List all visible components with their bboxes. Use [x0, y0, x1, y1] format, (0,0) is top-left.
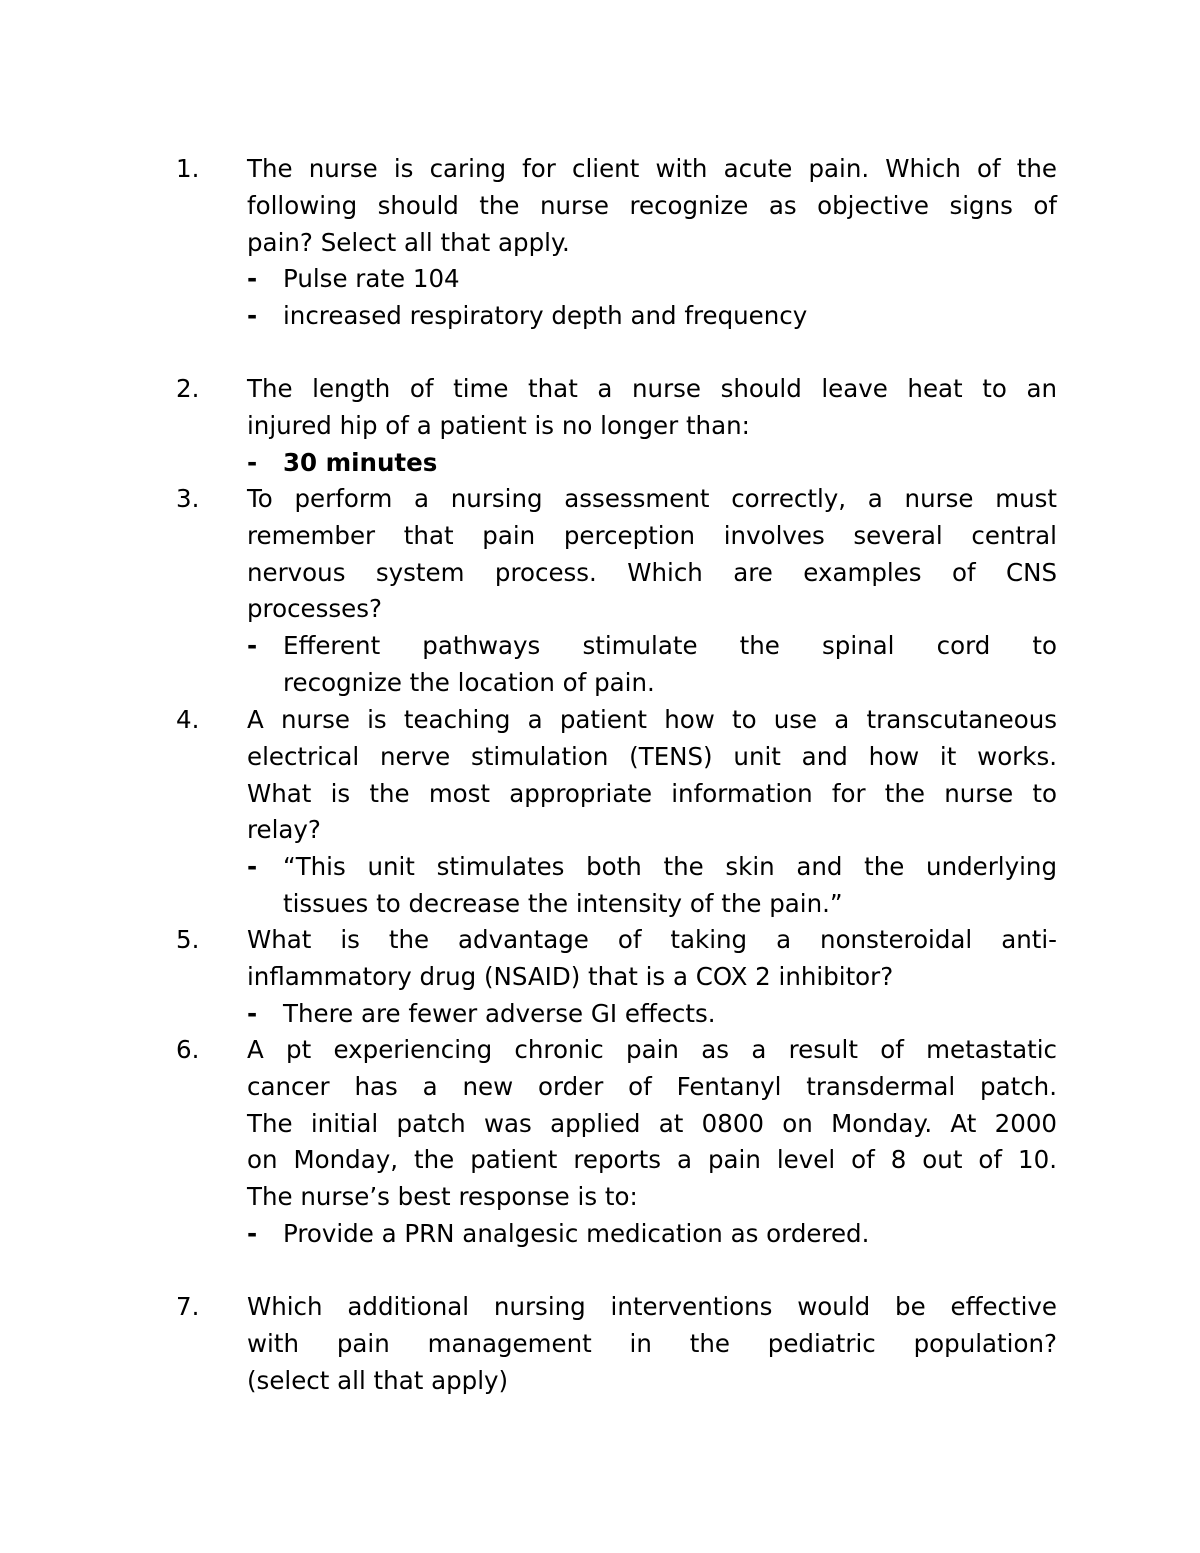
dash-bullet: - [247, 631, 258, 661]
question-line: What is the most appropriate information for the nurse to [247, 778, 1057, 808]
question-line: pain? Select all that apply. [247, 227, 570, 257]
question-number: 7. [176, 1292, 200, 1321]
question-line: remember that pain perception involves several central [247, 520, 1057, 550]
answer-line: Pulse rate 104 [283, 264, 460, 294]
question-line: A pt experiencing chronic pain as a result of metastatic [247, 1035, 1057, 1064]
question-line: Which additional nursing interventions would be effective [247, 1292, 1057, 1321]
question-text [247, 371, 1057, 445]
question-number: 5. [176, 925, 200, 954]
question-text [247, 922, 1057, 996]
answer-line: There are fewer adverse GI effects. [283, 998, 716, 1028]
dash-bullet: - [247, 264, 258, 294]
question-text [247, 1032, 1057, 1216]
question-line: cancer has a new order of Fentanyl transdermal patch. [247, 1071, 1057, 1101]
question-line: inflammatory drug (NSAID) that is a COX 2 inhibitor? [247, 961, 894, 991]
answer-line: recognize the location of pain. [283, 667, 655, 697]
question-line: processes? [247, 594, 382, 624]
question-line: following should the nurse recognize as objective signs of [247, 190, 1057, 220]
question-number: 1. [176, 154, 200, 183]
question-line: relay? [247, 815, 321, 845]
answer-line: tissues to decrease the intensity of the pain.” [283, 888, 843, 918]
answer-line: Provide a PRN analgesic medication as ordered. [283, 1219, 870, 1248]
answer-line: increased respiratory depth and frequency [283, 301, 808, 331]
answer-line: 30 minutes [283, 447, 438, 477]
dash-bullet: - [247, 447, 258, 477]
question-line: (select all that apply) [247, 1365, 509, 1395]
dash-bullet: - [247, 852, 258, 882]
dash-bullet: - [247, 1219, 258, 1248]
question-line: A nurse is teaching a patient how to use a transcutaneous [247, 705, 1057, 734]
question-line: The nurse’s best response is to: [247, 1182, 638, 1212]
dash-bullet: - [247, 301, 258, 331]
question-line: injured hip of a patient is no longer than: [247, 410, 750, 440]
question-number: 4. [176, 705, 200, 734]
question-number: 3. [176, 484, 200, 513]
question-text [247, 151, 1057, 261]
question-text [247, 481, 1057, 628]
dash-bullet: - [247, 998, 258, 1028]
question-line: The nurse is caring for client with acute pain. Which of the [247, 154, 1057, 183]
question-line: The initial patch was applied at 0800 on Monday. At 2000 [247, 1108, 1057, 1138]
question-line: on Monday, the patient reports a pain level of 8 out of 10. [247, 1145, 1057, 1175]
question-line: electrical nerve stimulation (TENS) unit and how it works. [247, 741, 1057, 771]
question-line: nervous system process. Which are examples of CNS [247, 557, 1057, 587]
question-text [247, 702, 1057, 849]
answer-line: “This unit stimulates both the skin and the underlying [283, 852, 1057, 882]
question-line: with pain management in the pediatric population? [247, 1328, 1057, 1358]
question-text [247, 1289, 1057, 1399]
question-number: 2. [176, 374, 200, 403]
answer-line: Efferent pathways stimulate the spinal cord to [283, 631, 1057, 661]
question-line: The length of time that a nurse should leave heat to an [247, 374, 1057, 403]
question-number: 6. [176, 1035, 200, 1064]
question-line: What is the advantage of taking a nonsteroidal anti- [247, 925, 1057, 954]
question-line: To perform a nursing assessment correctly, a nurse must [247, 484, 1057, 513]
